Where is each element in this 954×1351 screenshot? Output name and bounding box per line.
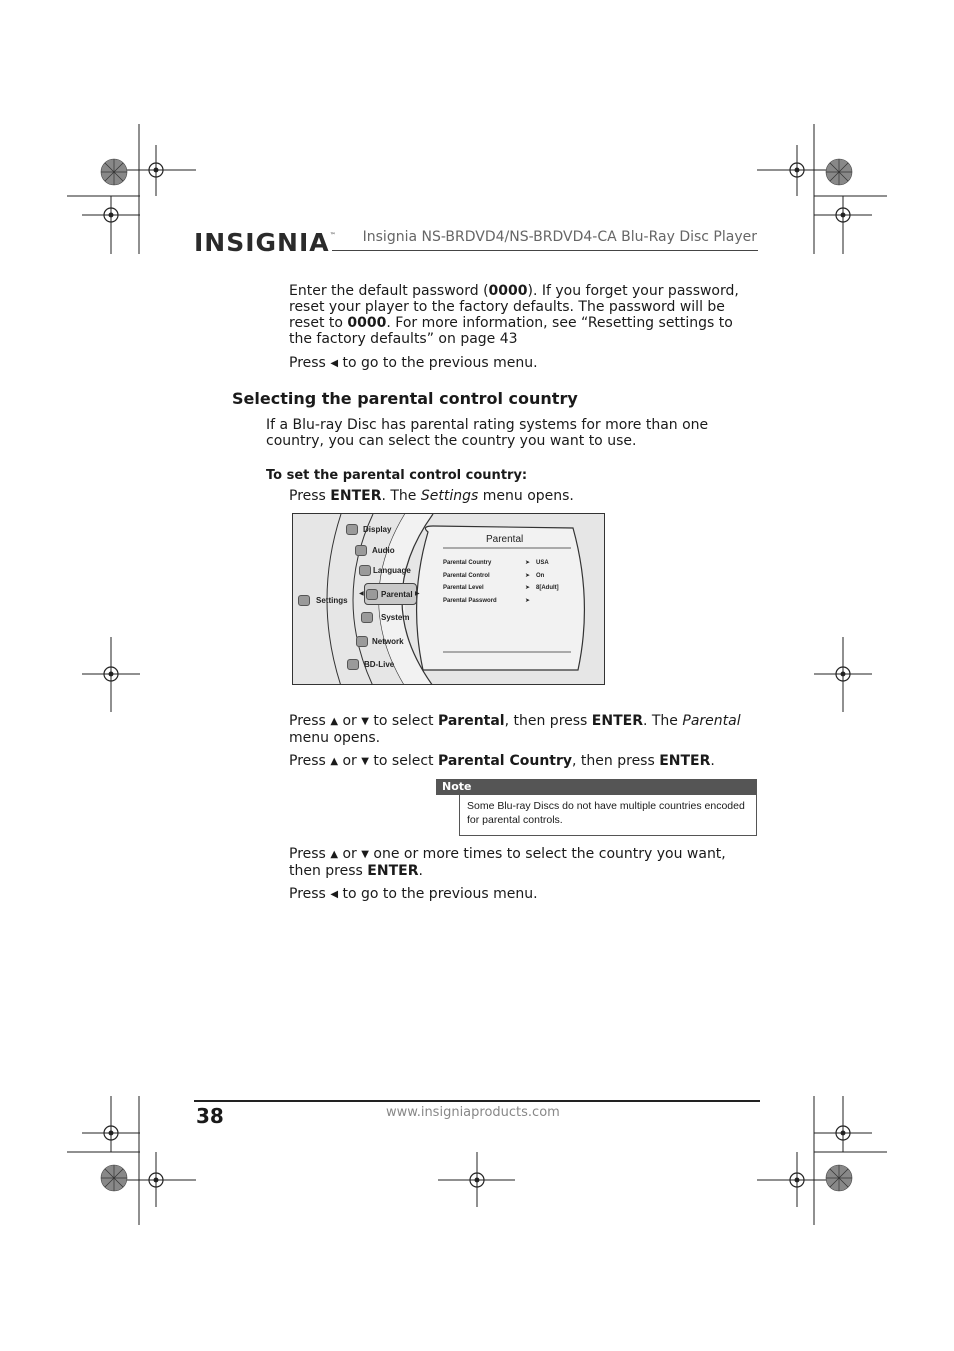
password-paragraph: Enter the default password (0000). If you forget your password, reset your player to the factory defaults. The password will be reset to 0000. For more information, see “Resetting settings to the factory defaults” on page 43 <box>289 283 739 347</box>
step-1: Press ENTER. The Settings menu opens. <box>289 488 574 504</box>
osd-row-label[interactable]: Parental Country <box>443 560 492 566</box>
step-2: Press ▲ or ▼ to select Parental, then press ENTER. The Parental menu opens. <box>289 713 741 746</box>
language-icon <box>359 565 371 576</box>
system-icon <box>361 612 373 623</box>
page-number: 38 <box>196 1104 224 1128</box>
down-arrow-icon: ▼ <box>361 716 369 727</box>
down-arrow-icon: ▼ <box>361 756 369 767</box>
footer-rule <box>194 1100 760 1102</box>
settings-menu-screenshot <box>292 513 605 685</box>
osd-menu-parental[interactable]: Parental <box>381 590 413 599</box>
up-arrow-icon: ▲ <box>330 849 339 860</box>
osd-row-label[interactable]: Parental Level <box>443 585 484 591</box>
up-arrow-icon: ▲ <box>330 756 339 767</box>
procedure-heading: To set the parental control country: <box>266 468 528 483</box>
step-3: Press ▲ or ▼ to select Parental Country, then press ENTER. <box>289 753 715 769</box>
osd-row-value: On <box>536 573 545 579</box>
osd-menu-display[interactable]: Display <box>363 525 392 534</box>
row-arrow-icon: ➤ <box>525 597 531 604</box>
osd-row-label[interactable]: Parental Control <box>443 573 490 579</box>
previous-menu-line-1: Press ◀ to go to the previous menu. <box>289 355 538 371</box>
network-icon <box>356 636 368 647</box>
osd-menu-system[interactable]: System <box>381 613 410 622</box>
brand-logo: INSIGNIA™ <box>194 228 337 257</box>
osd-settings-label: Settings <box>316 596 348 605</box>
display-icon <box>346 524 358 535</box>
osd-row-value: USA <box>536 560 549 566</box>
up-arrow-icon: ▲ <box>330 716 339 727</box>
osd-menu-audio[interactable]: Audio <box>372 546 395 555</box>
step-4: Press ▲ or ▼ one or more times to select the country you want, then press ENTER. <box>289 846 726 879</box>
row-arrow-icon: ➤ <box>525 572 531 579</box>
osd-menu-network[interactable]: Network <box>372 637 404 646</box>
settings-icon <box>298 595 310 606</box>
previous-menu-line-2: Press ◀ to go to the previous menu. <box>289 886 538 902</box>
osd-menu-language[interactable]: Language <box>373 566 411 575</box>
osd-menu-bd-live[interactable]: BD-Live <box>364 660 395 669</box>
osd-panel-title: Parental <box>486 534 524 545</box>
row-arrow-icon: ➤ <box>525 559 531 566</box>
section-heading: Selecting the parental control country <box>232 389 578 408</box>
footer-url: www.insigniaproducts.com <box>386 1105 560 1120</box>
header-rule <box>332 250 758 251</box>
osd-row-value: 8[Adult] <box>536 585 559 591</box>
left-caret-icon: ◀ <box>359 590 364 597</box>
note-box <box>436 779 757 836</box>
bd-live-icon <box>347 659 359 670</box>
row-arrow-icon: ➤ <box>525 584 531 591</box>
left-arrow-icon: ◀ <box>330 358 339 369</box>
right-caret-icon: ▶ <box>415 590 420 597</box>
header-title: Insignia NS-BRDVD4/NS-BRDVD4-CA Blu-Ray Disc Player <box>362 229 757 245</box>
note-text: Some Blu-ray Discs do not have multiple countries encoded for parental controls. <box>459 795 757 836</box>
parental-icon <box>366 589 378 600</box>
intro-paragraph: If a Blu-ray Disc has parental rating systems for more than one country, you can select the country you want to use. <box>266 417 709 449</box>
down-arrow-icon: ▼ <box>361 849 369 860</box>
note-label: Note <box>436 779 757 795</box>
osd-row-label[interactable]: Parental Password <box>443 598 497 604</box>
audio-icon <box>355 545 367 556</box>
left-arrow-icon: ◀ <box>330 889 339 900</box>
